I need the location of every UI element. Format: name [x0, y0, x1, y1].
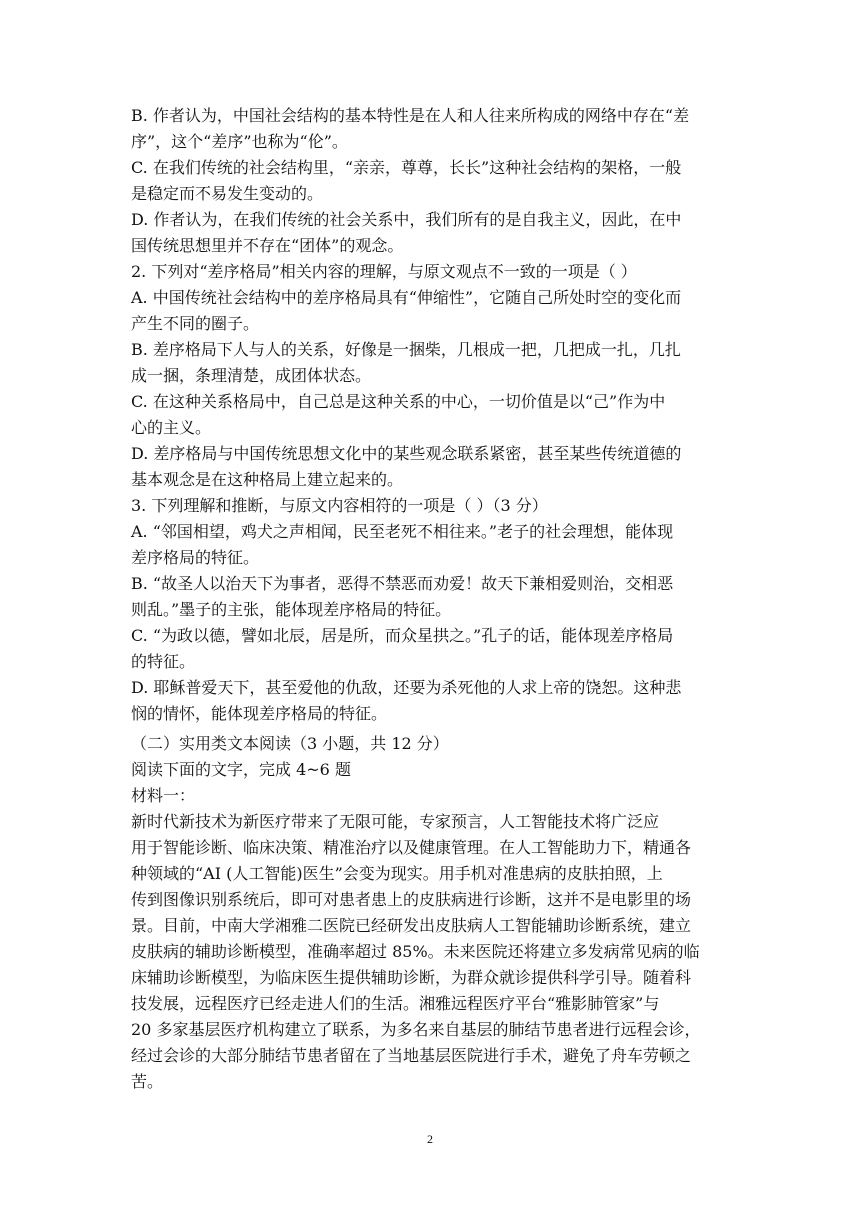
text-line: D. 耶稣普爱天下，甚至爱他的仇敌，还要为杀死他的人求上帝的饶恕。这种悲 [131, 678, 682, 697]
text-line: C. 在这种关系格局中，自己总是这种关系的中心，一切价值是以“己”作为中 [131, 392, 666, 411]
text-line: 国传统思想里并不存在“团体”的观念。 [131, 236, 404, 255]
text-line: 成一捆，条理清楚，成团体状态。 [131, 366, 372, 385]
text-line: 则乱。”墨子的主张，能体现差序格局的特征。 [131, 600, 452, 619]
text-line: 种领域的“AI (人工智能)医生”会变为现实。用手机对准患病的皮肤拍照，上 [131, 864, 663, 883]
text-line: 基本观念是在这种格局上建立起来的。 [131, 470, 404, 489]
text-line: B. 差序格局下人与人的关系，好像是一捆柴，几根成一把，几把成一扎，几扎 [131, 340, 681, 359]
text-line: 差序格局的特征。 [131, 548, 260, 567]
text-line: 的特征。 [131, 652, 196, 671]
text-line: B. “故圣人以治天下为事者，恶得不禁恶而劝爱！故天下兼相爱则治，交相恶 [131, 574, 674, 593]
text-line: 产生不同的圈子。 [131, 314, 260, 333]
text-line: 皮肤病的辅助诊断模型，准确率超过 85%。未来医院还将建立多发病常见病的临 [131, 942, 700, 961]
question-2-stem: 2. 下列对“差序格局”相关内容的理解，与原文观点不一致的一项是（ ） [131, 262, 637, 281]
text-line: 用于智能诊断、临床决策、精准治疗以及健康管理。在人工智能助力下，精通各 [131, 838, 692, 857]
text-line: D. 差序格局与中国传统思想文化中的某些观念联系紧密，甚至某些传统道德的 [131, 444, 682, 463]
text-line: 悯的情怀，能体现差序格局的特征。 [131, 704, 388, 723]
question-3-stem: 3. 下列理解和推断，与原文内容相符的一项是（ ）（3 分） [131, 496, 548, 515]
text-line: 经过会诊的大部分肺结节患者留在了当地基层医院进行手术，避免了舟车劳顿之 [131, 1046, 692, 1065]
text-line: 床辅助诊断模型，为临床医生提供辅助诊断，为群众就诊提供科学引导。随着科 [131, 968, 692, 987]
text-line: 景。目前，中南大学湘雅二医院已经研发出皮肤病人工智能辅助诊断系统，建立 [131, 916, 692, 935]
text-line: 技发展，远程医疗已经走进人们的生活。湘雅远程医疗平台“雅影肺管家”与 [131, 994, 660, 1013]
text-line: 序”，这个“差序”也称为“伦”。 [131, 132, 348, 151]
text-line: C. 在我们传统的社会结构里，“亲亲，尊尊，长长”这种社会结构的架格，一般 [131, 158, 682, 177]
text-line: A. 中国传统社会结构中的差序格局具有“伸缩性”，它随自己所处时空的变化而 [131, 288, 682, 307]
instruction-line: 阅读下面的文字，完成 4~6 题 [131, 760, 351, 779]
text-line: 新时代新技术为新医疗带来了无限可能，专家预言，人工智能技术将广泛应 [131, 812, 660, 831]
page-number: 2 [427, 1132, 433, 1146]
text-line: 苦。 [131, 1072, 164, 1091]
text-line: 传到图像识别系统后，即可对患者患上的皮肤病进行诊断，这并不是电影里的场 [131, 890, 692, 909]
text-line: C. “为政以德，譬如北辰，居是所，而众星拱之。”孔子的话，能体现差序格局 [131, 626, 674, 645]
material-label: 材料一： [131, 786, 196, 805]
text-line: 是稳定而不易发生变动的。 [131, 184, 324, 203]
text-line: D. 作者认为，在我们传统的社会关系中，我们所有的是自我主义，因此，在中 [131, 210, 682, 229]
text-line: 20 多家基层医疗机构建立了联系，为多名来自基层的肺结节患者进行远程会诊， [131, 1020, 701, 1039]
text-line: B. 作者认为，中国社会结构的基本特性是在人和人往来所构成的网络中存在“差 [131, 106, 690, 125]
section-heading: （二）实用类文本阅读（3 小题，共 12 分） [131, 734, 449, 753]
text-line: A. “邻国相望，鸡犬之声相闻，民至老死不相往来。”老子的社会理想，能体现 [131, 522, 674, 541]
text-line: 心的主义。 [131, 418, 212, 437]
